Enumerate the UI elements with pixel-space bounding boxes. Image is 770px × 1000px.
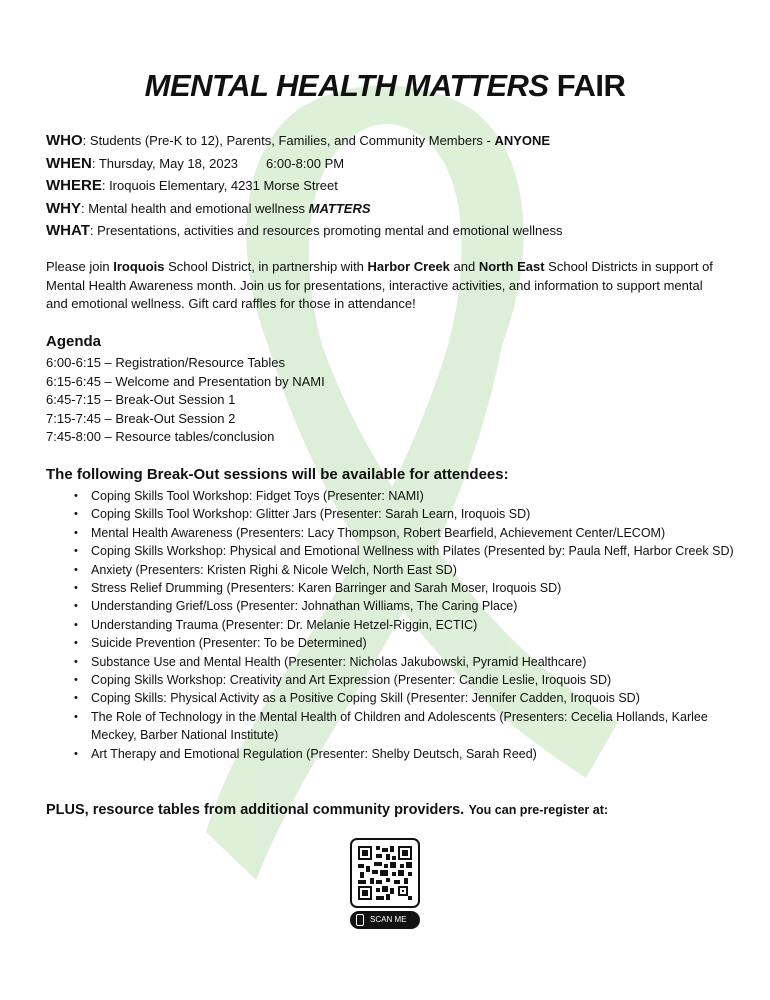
session-text: Anxiety (Presenters: Kristen Righi & Nicole Welch, North East SD) <box>91 562 457 577</box>
bullet-icon: • <box>74 582 78 595</box>
agenda-item: 6:00-6:15 – Registration/Resource Tables <box>46 355 285 370</box>
session-item <box>74 708 744 745</box>
bullet-icon: • <box>74 618 78 631</box>
session-item <box>74 505 744 523</box>
scan-me-label: SCAN ME <box>370 915 407 924</box>
session-text: Art Therapy and Emotional Regulation (Presenter: Shelby Deutsch, Sarah Reed) <box>91 746 537 761</box>
event-details <box>46 130 746 243</box>
plus-line <box>46 801 608 819</box>
intro-text-1: Please join <box>46 259 114 274</box>
phone-icon <box>356 914 364 926</box>
plus-main: PLUS, resource tables from additional community providers. <box>46 802 465 818</box>
sessions-heading: The following Break-Out sessions will be available for attendees: <box>46 466 509 483</box>
agenda-list <box>46 354 325 447</box>
sessions-list <box>74 487 744 763</box>
intro-north-east: North East <box>478 259 545 274</box>
session-item <box>74 689 744 707</box>
session-item <box>74 745 744 763</box>
when-time: 6:00-8:00 PM <box>266 155 345 171</box>
bullet-icon: • <box>74 526 78 539</box>
bullet-icon: • <box>74 655 78 668</box>
why-line <box>46 198 746 221</box>
session-item <box>74 653 744 671</box>
session-text: The Role of Technology in the Mental Health of Children and Adolescents (Presenters: Cecelia Hollands, Karlee Meckey, Barber National Institute) <box>91 709 708 743</box>
where-line <box>46 175 746 198</box>
bullet-icon: • <box>74 637 78 650</box>
session-text: Understanding Trauma (Presenter: Dr. Melanie Hetzel-Riggin, ECTIC) <box>91 617 478 632</box>
title-plain: FAIR <box>556 68 626 103</box>
bullet-icon: • <box>74 600 78 613</box>
session-item <box>74 616 744 634</box>
bullet-icon: • <box>74 747 78 760</box>
session-text: Coping Skills Tool Workshop: Fidget Toys (Presenter: NAMI) <box>91 489 424 503</box>
intro-text-3: and <box>449 259 479 274</box>
where-text: : Iroquois Elementary, 4231 Morse Street <box>101 178 338 193</box>
session-text: Understanding Grief/Loss (Presenter: Johnathan Williams, The Caring Place) <box>91 599 518 614</box>
bullet-icon: • <box>74 710 78 723</box>
page-title <box>0 66 770 106</box>
session-text: Suicide Prevention (Presenter: To be Determined) <box>91 636 367 651</box>
intro-harbor-creek: Harbor Creek <box>367 259 450 274</box>
session-text: Coping Skills Workshop: Creativity and Art Expression (Presenter: Candie Leslie, Iroquois SD) <box>91 673 612 688</box>
session-item <box>74 487 744 505</box>
session-text: Coping Skills: Physical Activity as a Positive Coping Skill (Presenter: Jennifer Cadden, Iroquois SD) <box>91 691 640 706</box>
qr-pattern-icon <box>358 846 412 900</box>
session-item <box>74 561 744 579</box>
session-text: Stress Relief Drumming (Presenters: Karen Barringer and Sarah Moser, Iroquois SD) <box>91 581 562 596</box>
agenda-item: 6:15-6:45 – Welcome and Presentation by NAMI <box>46 373 325 389</box>
session-item <box>74 524 744 542</box>
session-text: Substance Use and Mental Health (Presenter: Nicholas Jakubowski, Pyramid Healthcare) <box>91 654 587 669</box>
session-text: Coping Skills Tool Workshop: Glitter Jars (Presenter: Sarah Learn, Iroquois SD) <box>91 507 531 522</box>
bullet-icon: • <box>74 692 78 705</box>
who-text: : Students (Pre-K to 12), Parents, Families, and Community Members - <box>82 133 495 148</box>
plus-small: You can pre-register at: <box>468 803 609 817</box>
session-item <box>74 634 744 652</box>
bullet-icon: • <box>74 508 78 521</box>
who-emphasis: ANYONE <box>494 133 551 148</box>
bullet-icon: • <box>74 674 78 687</box>
title-italic: MENTAL HEALTH MATTERS <box>144 68 549 103</box>
when-label: WHEN <box>46 154 92 172</box>
intro-text-4: School Districts in support of Mental Health Awareness month. Join us for presentations, interactive activities, and information to support mental and emotional wellness. Gift card raffles for those in attendance! <box>46 259 713 311</box>
agenda-heading: Agenda <box>46 333 102 350</box>
bullet-icon: • <box>74 563 78 576</box>
session-text: Mental Health Awareness (Presenters: Lacy Thompson, Robert Bearfield, Achievement Center/LECOM) <box>91 525 666 540</box>
what-label: WHAT <box>46 222 90 239</box>
intro-iroquois: Iroquois <box>113 259 165 274</box>
session-item <box>74 597 744 615</box>
where-label: WHERE <box>46 177 102 194</box>
why-emphasis: MATTERS <box>308 200 371 216</box>
scan-me-badge <box>350 911 420 929</box>
session-item <box>74 542 744 560</box>
when-line <box>46 153 746 176</box>
qr-code[interactable] <box>350 838 420 908</box>
agenda-item: 7:45-8:00 – Resource tables/conclusion <box>46 429 275 445</box>
who-label: WHO <box>46 132 83 149</box>
session-text: Coping Skills Workshop: Physical and Emotional Wellness with Pilates (Presented by: Paula Neff, Harbor Creek SD) <box>91 544 734 559</box>
intro-paragraph <box>46 258 721 314</box>
agenda-item: 6:45-7:15 – Break-Out Session 1 <box>46 392 236 408</box>
bullet-icon: • <box>74 490 78 502</box>
what-text: : Presentations, activities and resources promoting mental and emotional wellness <box>89 223 563 238</box>
intro-text-2: School District, in partnership with <box>164 259 368 274</box>
session-item <box>74 671 744 689</box>
why-label: WHY <box>46 199 81 217</box>
when-date: : Thursday, May 18, 2023 <box>91 155 239 171</box>
bullet-icon: • <box>74 545 78 558</box>
who-line <box>46 130 746 153</box>
session-item <box>74 579 744 597</box>
what-line <box>46 220 746 243</box>
agenda-item: 7:15-7:45 – Break-Out Session 2 <box>46 410 236 426</box>
why-text: : Mental health and emotional wellness <box>81 200 309 216</box>
